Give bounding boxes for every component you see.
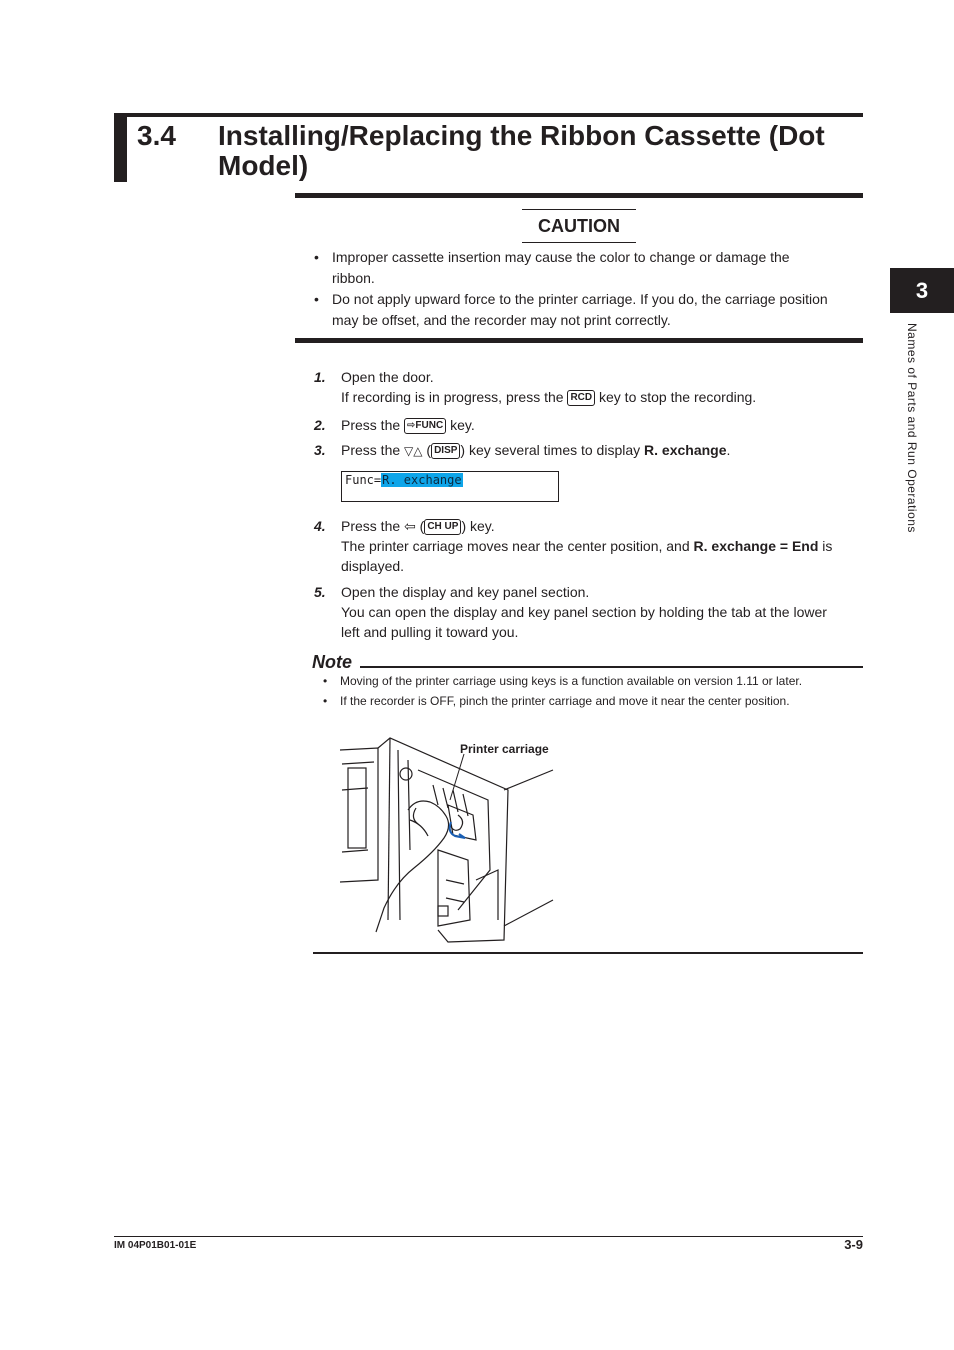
step-1-number: 1.	[314, 369, 326, 385]
printer-carriage-illustration	[338, 730, 558, 945]
step-3-number: 3.	[314, 442, 326, 458]
note-rule	[360, 666, 863, 668]
footer-rule	[114, 1236, 863, 1237]
lcd-prefix: Func=	[345, 473, 382, 487]
caution-top-rule	[295, 193, 863, 198]
printer-carriage-label: Printer carriage	[460, 742, 549, 756]
section-number: 3.4	[137, 120, 176, 151]
caution-bullet-2-line1: Do not apply upward force to the printer carriage. If you do, the carriage position	[332, 291, 828, 307]
step-4-text: Press the ⇦ ( CH UP ) key. The printer carriage moves near the center position, and R. exchange = End is displayed.	[341, 518, 833, 574]
step-1-text: Open the door. If recording is in progress, press the RCD key to stop the recording.	[341, 369, 757, 405]
caution-bottom-rule	[295, 338, 863, 343]
caution-bullet-1-line1: Improper cassette insertion may cause the color to change or damage the	[332, 249, 790, 265]
arrow-icon: ⇨	[407, 420, 416, 432]
chapter-tab: 3	[890, 268, 954, 313]
step-2-text: Press the ⇨FUNC key.	[341, 417, 475, 433]
note-bullet-1: • Moving of the printer carriage using keys is a function available on version 1.11 or later.	[323, 674, 803, 688]
step-3-text: Press the ▽△ ( DISP ) key several times to display R. exchange.	[341, 442, 731, 458]
ch-up-key: CH UP	[424, 519, 461, 535]
caution-label: CAUTION	[522, 209, 636, 243]
caution-bullet-1-line2: ribbon.	[332, 270, 375, 286]
disp-key: DISP	[431, 443, 460, 459]
note-label: Note	[312, 652, 352, 672]
lcd-highlight: R. exchange	[382, 473, 462, 487]
section-end-rule	[313, 952, 863, 954]
section-marker-bar	[114, 113, 127, 182]
step-4-number: 4.	[314, 518, 326, 534]
rcd-key: RCD	[567, 390, 595, 406]
caution-bullet-2: • Do not apply upward force to the printer carriage. If you do, the carriage position may be offset, and the recorder may not print correctly.	[314, 291, 828, 328]
section-top-rule	[127, 113, 863, 117]
step-5-number: 5.	[314, 584, 326, 600]
step-2-number: 2.	[314, 417, 326, 433]
lcd-display	[341, 471, 559, 502]
footer-document-id: IM 04P01B01-01E	[114, 1240, 197, 1251]
caution-bullet-1: • Improper cassette insertion may cause the color to change or damage the ribbon.	[314, 249, 790, 286]
left-arrow-icon: ⇦	[404, 518, 416, 534]
down-up-triangle-icon: ▽△	[404, 444, 423, 458]
step-5-text: Open the display and key panel section. You can open the display and key panel section by holding the tab at the lower left and pulling it toward you.	[341, 584, 827, 640]
chapter-side-title: Names of Parts and Run Operations	[905, 323, 919, 533]
note-bullet-2: • If the recorder is OFF, pinch the printer carriage and move it near the center position.	[323, 694, 790, 708]
caution-bullet-2-line2: may be offset, and the recorder may not print correctly.	[332, 312, 671, 328]
section-title: Installing/Replacing the Ribbon Cassette (Dot Model)	[218, 120, 825, 181]
func-key: ⇨FUNC	[404, 418, 446, 434]
footer-page-number: 3-9	[844, 1237, 863, 1252]
